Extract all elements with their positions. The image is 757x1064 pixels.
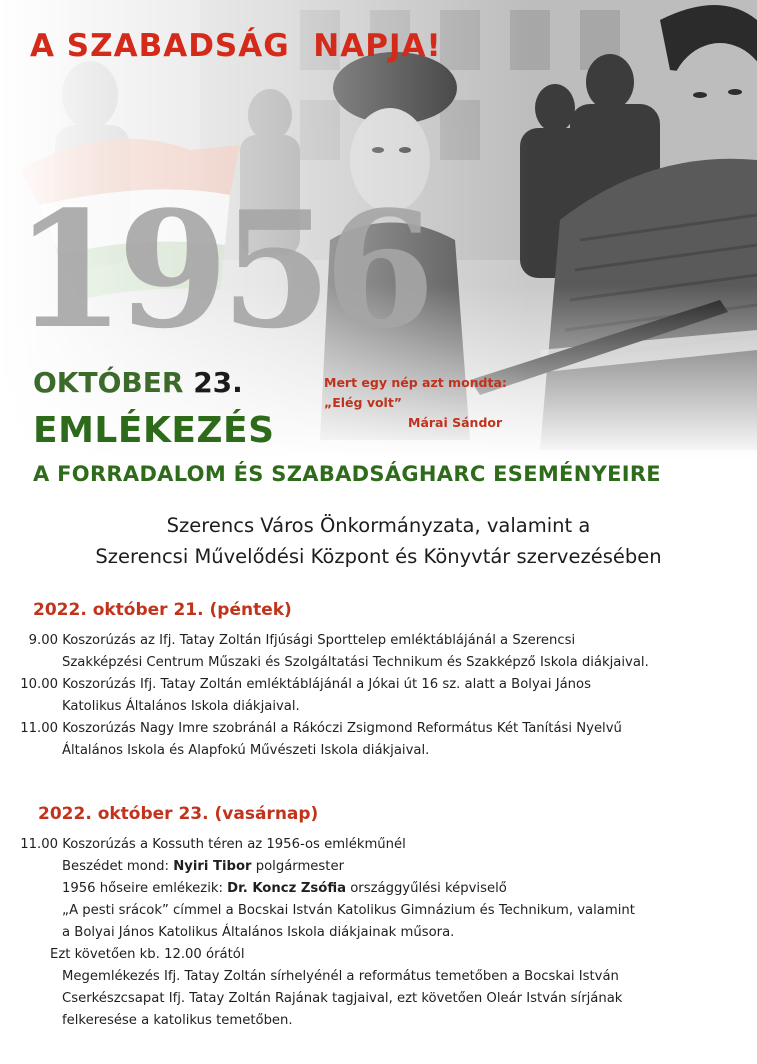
date-heading [33, 366, 243, 399]
grave-line-2: Cserkészcsapat Ifj. Tatay Zoltán Rajának tagjaival, ezt követően Oleár István sírjának [62, 991, 623, 1006]
item-text-cont: Katolikus Általános Iskola diákjaival. [62, 699, 300, 714]
organizer-line-1: Szerencs Város Önkormányzata, valamint a [166, 514, 591, 537]
speaker-name: Nyiri Tibor [173, 859, 252, 874]
heroes-prefix: 1956 hőseire emlékezik: [62, 881, 223, 896]
grave-line-3: felkeresése a katolikus temetőben. [62, 1013, 293, 1028]
day2-title: 2022. október 23. (vasárnap) [38, 804, 319, 824]
program-item [12, 718, 752, 762]
day1-title: 2022. október 21. (péntek) [33, 600, 292, 620]
heroes-line [12, 878, 752, 900]
item-text-cont: Szakképzési Centrum Műszaki és Szolgáltatási Technikum és Szakképző Iskola diákjaival. [62, 655, 649, 670]
after-line: Ezt követően kb. 12.00 órától [50, 947, 245, 962]
item-time: 11.00 [20, 721, 58, 736]
item-time: 11.00 [20, 837, 58, 852]
marai-quote [324, 373, 507, 433]
speaker-role: polgármester [255, 859, 345, 874]
year-1956: 1956 [14, 176, 428, 364]
organizer-line-2: Szerencsi Művelődési Központ és Könyvtár szervezésében [95, 545, 662, 568]
day1-program [12, 630, 752, 762]
item-text: Koszorúzás a Kossuth téren az 1956-os emlékműnél [62, 837, 406, 852]
date-month: OKTÓBER [33, 366, 184, 399]
quote-line-1: Mert egy nép azt mondta: [324, 375, 507, 390]
poster-headline: A SZABADSÁG NAPJA! [30, 28, 442, 64]
item-text: Koszorúzás Nagy Imre szobránál a Rákóczi Zsigmond Református Két Tanítási Nyelvű [62, 721, 622, 736]
event-subtitle: A FORRADALOM ÉS SZABADSÁGHARC ESEMÉNYEIRE [33, 462, 661, 486]
program-item [12, 674, 752, 718]
organizer-text [0, 510, 757, 572]
grave-line-1: Megemlékezés Ifj. Tatay Zoltán sírhelyénél a református temetőben a Bocskai István [62, 969, 619, 984]
item-text: Koszorúzás az Ifj. Tatay Zoltán Ifjúsági Sporttelep emléktáblájánál a Szerencsi [62, 633, 576, 648]
show-line-1: „A pesti srácok” címmel a Bocskai István Katolikus Gimnázium és Technikum, valamint [62, 903, 635, 918]
item-time: 9.00 [28, 633, 58, 648]
item-text-cont: Általános Iskola és Alapfokú Művészeti Iskola diákjaival. [62, 743, 430, 758]
quote-line-2: „Elég volt” [324, 395, 403, 410]
speech-line [12, 856, 752, 878]
quote-author: Márai Sándor [408, 415, 503, 430]
speech-prefix: Beszédet mond: [62, 859, 170, 874]
date-day: 23. [193, 366, 243, 399]
heroes-speaker-role: országgyűlési képviselő [350, 881, 507, 896]
remembrance-title: EMLÉKEZÉS [33, 410, 275, 451]
item-text: Koszorúzás Ifj. Tatay Zoltán emléktáblájánál a Jókai út 16 sz. alatt a Bolyai János [62, 677, 591, 692]
show-line-2: a Bolyai János Katolikus Általános Iskola diákjainak műsora. [62, 925, 455, 940]
item-time: 10.00 [20, 677, 58, 692]
heroes-speaker-name: Dr. Koncz Zsófia [227, 881, 346, 896]
day2-program [12, 834, 752, 1032]
program-item [12, 630, 752, 674]
